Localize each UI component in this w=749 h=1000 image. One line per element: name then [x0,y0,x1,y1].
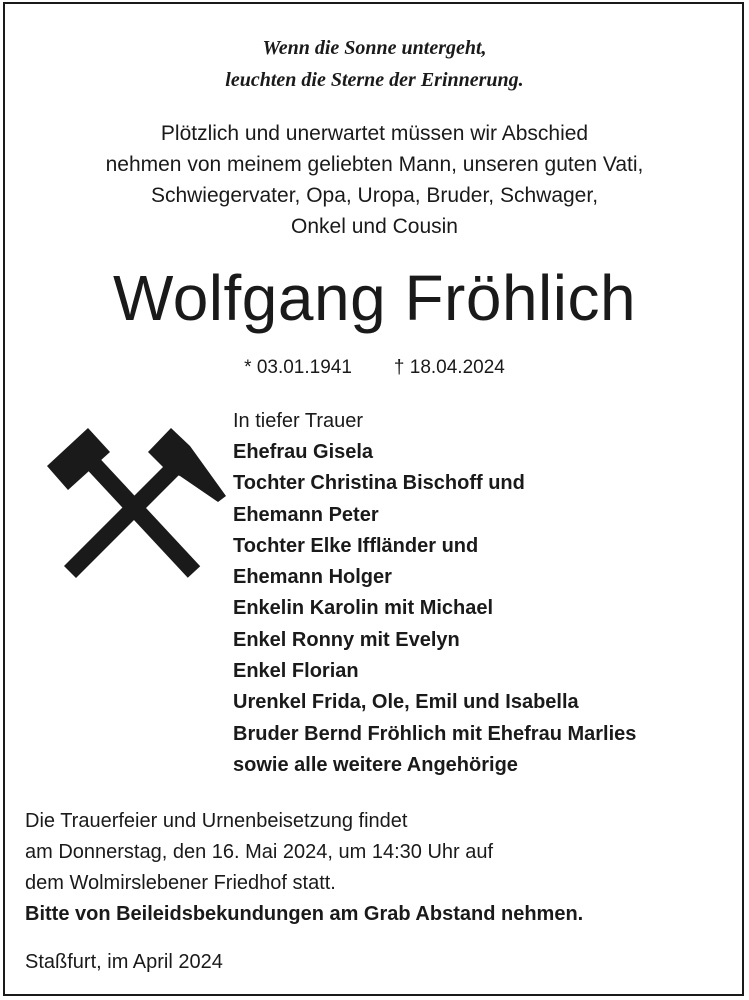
deceased-name: Wolfgang Fröhlich [112,262,637,334]
intro-line: Onkel und Cousin [291,215,458,238]
life-dates [0,354,749,382]
mourner-entry: Enkel Ronny mit Evelyn [233,628,460,651]
mourner-entry: Urenkel Frida, Ole, Emil und Isabella [233,691,579,714]
intro-line: Schwiegervater, Opa, Uropa, Bruder, Schwager, [150,184,599,207]
mourner-entry: Enkelin Karolin mit Michael [233,597,494,620]
intro-line: Plötzlich und unerwartet müssen wir Abschied [160,122,589,145]
place-and-date: Staßfurt, im April 2024 [25,951,223,973]
mourner-entry: Enkel Florian [233,660,359,683]
motto-line: Wenn die Sonne untergeht, [262,37,487,59]
death-date: † 18.04.2024 [393,357,505,378]
mourner-entry: sowie alle weitere Angehörige [233,753,518,776]
ceremony-line: dem Wolmirslebener Friedhof statt. [25,872,336,894]
mourner-entry: Tochter Christina Bischoff und [233,472,525,495]
motto [0,32,749,96]
mourner-entry: Tochter Elke Iffländer und [233,534,479,557]
motto-line: leuchten die Sterne der Erinnerung. [225,69,524,91]
mourners-list [233,406,733,781]
condolence-request: Bitte von Beileidsbekundungen am Grab Abstand nehmen. [25,903,584,925]
ceremony-line: am Donnerstag, den 16. Mai 2024, um 14:30 Uhr auf [25,841,494,863]
ceremony-line: Die Trauerfeier und Urnenbeisetzung findet [25,810,408,832]
ceremony-info [25,806,735,930]
mourner-entry: Ehemann Peter [233,503,379,526]
mourner-entry: Ehemann Holger [233,566,392,589]
birth-date: * 03.01.1941 [244,357,352,378]
mourner-entry: Ehefrau Gisela [233,441,374,463]
crossed-hammer-pick-icon [44,428,226,586]
mourner-entry: Bruder Bernd Fröhlich mit Ehefrau Marlies [233,722,637,745]
intro-text [0,118,749,242]
intro-line: nehmen von meinem geliebten Mann, unseren guten Vati, [105,153,644,176]
mourning-lead: In tiefer Trauer [233,410,364,432]
